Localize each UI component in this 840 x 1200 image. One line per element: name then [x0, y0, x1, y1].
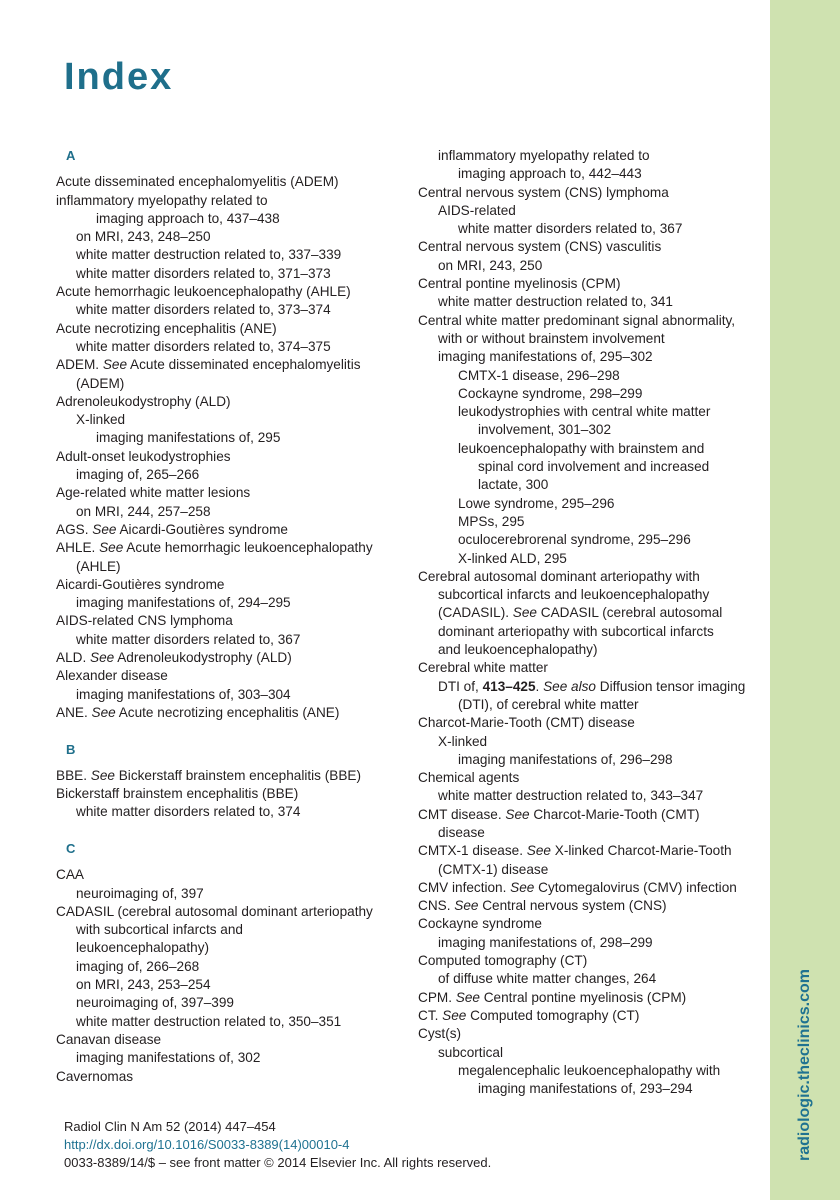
- entry-text: white matter destruction related to, 341: [438, 294, 673, 310]
- index-entry: [56, 393, 396, 411]
- entry-text: leukodystrophies with central white matter: [458, 404, 711, 420]
- entry-text: Aicardi-Goutières syndrome: [56, 576, 225, 592]
- entry-text: Central pontine myelinosis (CPM): [479, 989, 687, 1005]
- entry-text: Charcot-Marie-Tooth (CMT): [529, 806, 700, 822]
- index-entry: [418, 641, 763, 659]
- entry-text: on MRI, 243, 250: [438, 257, 543, 273]
- doi-link[interactable]: http://dx.doi.org/10.1016/S0033-8389(14)00010-4: [64, 1137, 350, 1152]
- index-entry: [418, 989, 763, 1007]
- entry-text: Lowe syndrome, 295–296: [458, 495, 615, 511]
- index-entry: [418, 861, 763, 879]
- index-entry: [56, 210, 396, 228]
- entry-text: involvement, 301–302: [478, 422, 612, 438]
- entry-text: white matter disorders related to, 373–374: [76, 302, 331, 318]
- index-entry: [418, 678, 763, 696]
- entry-text: on MRI, 244, 257–258: [76, 503, 211, 519]
- entry-text: See: [505, 806, 530, 822]
- entry-text: Central nervous system (CNS) vasculitis: [418, 239, 662, 255]
- entry-text: Acute necrotizing encephalitis (ANE): [56, 320, 277, 336]
- entry-text: neuroimaging of, 397–399: [76, 995, 234, 1011]
- entry-text: Cerebral white matter: [418, 660, 548, 676]
- entry-text: Adrenoleukodystrophy (ALD): [114, 650, 292, 666]
- index-entry: [56, 228, 396, 246]
- index-entry: [418, 184, 763, 202]
- index-entry: [418, 824, 763, 842]
- entry-text: and leukoencephalopathy): [438, 642, 598, 658]
- index-entry: [56, 1049, 396, 1067]
- entry-text: 413–425: [482, 678, 536, 694]
- index-entry: [418, 934, 763, 952]
- index-entry: [56, 411, 396, 429]
- index-entry: [56, 576, 396, 594]
- entry-text: white matter destruction related to, 343–347: [438, 788, 704, 804]
- entry-text: subcortical infarcts and leukoencephalopathy: [438, 587, 710, 603]
- entry-text: leukoencephalopathy): [76, 940, 210, 956]
- index-entry: [56, 686, 396, 704]
- entry-text: imaging manifestations of, 296–298: [458, 751, 673, 767]
- index-entry: [56, 594, 396, 612]
- index-entry: [56, 558, 396, 576]
- index-entry: [418, 659, 763, 677]
- entry-text: BBE.: [56, 767, 91, 783]
- entry-text: Aicardi-Goutières syndrome: [116, 521, 288, 537]
- entry-text: white matter disorders related to, 367: [76, 631, 301, 647]
- entry-text: Central nervous system (CNS): [478, 898, 667, 914]
- entry-text: Chemical agents: [418, 770, 520, 786]
- entry-text: megalencephalic leukoencephalopathy with: [458, 1062, 721, 1078]
- entry-text: imaging of, 266–268: [76, 958, 200, 974]
- entry-text: Cytomegalovirus (CMV) infection: [534, 879, 737, 895]
- entry-text: See: [92, 521, 117, 537]
- entry-text: Computed tomography (CT): [466, 1007, 640, 1023]
- entry-text: Acute necrotizing encephalitis (ANE): [115, 704, 340, 720]
- entry-text: See: [455, 989, 480, 1005]
- journal-url[interactable]: radiologic.theclinics.com: [796, 968, 813, 1162]
- entry-text: subcortical: [438, 1044, 503, 1060]
- index-entry: [418, 696, 763, 714]
- entry-text: on MRI, 243, 253–254: [76, 977, 211, 993]
- index-entry: [56, 1013, 396, 1031]
- section-spacer: [56, 722, 396, 740]
- entry-text: disease: [438, 824, 485, 840]
- index-entry: [418, 458, 763, 476]
- index-entry: [56, 767, 396, 785]
- entry-text: AIDS-related: [438, 202, 516, 218]
- entry-text: See: [90, 650, 115, 666]
- entry-text: X-linked: [76, 412, 126, 428]
- index-entry: [56, 903, 396, 921]
- index-entry: [56, 265, 396, 283]
- entry-text: leukoencephalopathy with brainstem and: [458, 440, 705, 456]
- entry-text: imaging approach to, 442–443: [458, 166, 642, 182]
- entry-text: See: [102, 357, 128, 373]
- entry-text: CMT disease.: [418, 806, 506, 822]
- section-spacer: [56, 822, 396, 840]
- index-entry: [56, 631, 396, 649]
- index-entry: [418, 787, 763, 805]
- index-column-right: [418, 147, 763, 1098]
- page-title: Index: [64, 56, 174, 98]
- entry-text: Adult-onset leukodystrophies: [56, 448, 231, 464]
- entry-text: Diffusion tensor imaging: [595, 678, 746, 694]
- index-entry: [56, 939, 396, 957]
- index-entry: [418, 495, 763, 513]
- index-entry: [418, 531, 763, 549]
- entry-text: Cyst(s): [418, 1026, 462, 1042]
- index-entry: [418, 275, 763, 293]
- entry-text: CT.: [418, 1007, 443, 1023]
- entry-text: CADASIL (cerebral autosomal: [536, 605, 723, 621]
- entry-text: imaging approach to, 437–438: [96, 210, 280, 226]
- index-entry: [56, 301, 396, 319]
- section-letter: A: [66, 148, 76, 163]
- entry-text: Central white matter predominant signal abnormality,: [418, 312, 736, 328]
- entry-text: lactate, 300: [478, 477, 549, 493]
- entry-text: (CMTX-1) disease: [438, 861, 549, 877]
- entry-text: Age-related white matter lesions: [56, 485, 251, 501]
- entry-text: ANE.: [56, 704, 92, 720]
- index-entry: [56, 192, 396, 210]
- entry-text: Acute hemorrhagic leukoencephalopathy: [123, 540, 373, 556]
- entry-text: X-linked: [438, 733, 488, 749]
- index-entry: [418, 1025, 763, 1043]
- index-entry: [56, 649, 396, 667]
- entry-text: imaging manifestations of, 303–304: [76, 686, 291, 702]
- index-entry: [418, 220, 763, 238]
- entry-text: with or without brainstem involvement: [438, 330, 665, 346]
- entry-text: AHLE.: [56, 540, 100, 556]
- index-entry: [56, 803, 396, 821]
- entry-text: (DTI), of cerebral white matter: [458, 696, 639, 712]
- index-entry: [418, 348, 763, 366]
- entry-text: imaging of, 265–266: [76, 467, 200, 483]
- entry-text: AIDS-related CNS lymphoma: [56, 613, 233, 629]
- entry-text: white matter disorders related to, 371–373: [76, 265, 331, 281]
- index-entry: [56, 921, 396, 939]
- page-footer: [64, 1118, 491, 1172]
- index-entry: [56, 976, 396, 994]
- entry-text: CADASIL (cerebral autosomal dominant arteriopathy: [56, 903, 373, 919]
- entry-text: See: [442, 1007, 467, 1023]
- entry-text: white matter disorders related to, 374–375: [76, 338, 331, 354]
- index-entry: [56, 785, 396, 803]
- index-entry: [418, 769, 763, 787]
- index-entry: [56, 283, 396, 301]
- index-entry: [56, 173, 396, 191]
- entry-text: X-linked Charcot-Marie-Tooth: [550, 843, 732, 859]
- entry-text: white matter destruction related to, 337–339: [76, 247, 342, 263]
- entry-text: See: [526, 843, 551, 859]
- entry-text: white matter disorders related to, 374: [76, 804, 301, 820]
- index-entry: [56, 958, 396, 976]
- index-entry: [418, 238, 763, 256]
- index-entry: [56, 539, 396, 557]
- entry-text: inflammatory myelopathy related to: [438, 148, 650, 163]
- entry-text: CMV infection.: [418, 879, 511, 895]
- index-entry: [418, 257, 763, 275]
- entry-text: Cockayne syndrome: [418, 916, 542, 932]
- entry-text: (AHLE): [76, 558, 121, 574]
- entry-text: See: [91, 704, 116, 720]
- entry-text: Bickerstaff brainstem encephalitis (BBE): [56, 786, 299, 802]
- index-entry: [418, 1007, 763, 1025]
- index-entry: [56, 356, 396, 374]
- copyright-notice: 0033-8389/14/$ – see front matter © 2014 Elsevier Inc. All rights reserved.: [64, 1155, 492, 1170]
- entry-text: oculocerebrorenal syndrome, 295–296: [458, 532, 691, 548]
- entry-text: .: [535, 678, 544, 694]
- entry-text: imaging manifestations of, 293–294: [478, 1081, 693, 1097]
- entry-text: white matter destruction related to, 350–351: [76, 1013, 342, 1029]
- index-entry: [56, 704, 396, 722]
- index-entry: [56, 246, 396, 264]
- entry-text: See: [90, 767, 115, 783]
- entry-text: Canavan disease: [56, 1031, 162, 1047]
- index-entry: [418, 970, 763, 988]
- entry-text: imaging manifestations of, 295: [96, 430, 281, 446]
- index-entry: [418, 421, 763, 439]
- index-entry: [418, 604, 763, 622]
- entry-text: AGS.: [56, 521, 93, 537]
- index-entry: [418, 806, 763, 824]
- entry-text: See: [512, 605, 537, 621]
- index-entry: [418, 367, 763, 385]
- entry-text: Acute disseminated encephalomyelitis (ADEM): [56, 174, 339, 190]
- entry-text: X-linked ALD, 295: [458, 550, 567, 566]
- entry-text: neuroimaging of, 397: [76, 885, 204, 901]
- entry-text: Cavernomas: [56, 1068, 134, 1084]
- index-entry: [418, 312, 763, 330]
- entry-text: DTI of,: [438, 678, 483, 694]
- entry-text: imaging manifestations of, 298–299: [438, 934, 653, 950]
- entry-text: ADEM.: [56, 357, 103, 373]
- index-entry: [418, 550, 763, 568]
- index-entry: [56, 885, 396, 903]
- entry-text: MPSs, 295: [458, 513, 525, 529]
- index-entry: [56, 1068, 396, 1086]
- entry-text: Acute hemorrhagic leukoencephalopathy (AHLE): [56, 284, 351, 300]
- entry-text: CAA: [56, 867, 84, 883]
- entry-text: Computed tomography (CT): [418, 953, 588, 969]
- entry-text: Charcot-Marie-Tooth (CMT) disease: [418, 715, 635, 731]
- index-entry: [56, 612, 396, 630]
- index-entry: [56, 503, 396, 521]
- index-entry: [56, 994, 396, 1012]
- entry-text: See also: [543, 678, 596, 694]
- index-entry: [418, 330, 763, 348]
- index-entry: [418, 403, 763, 421]
- index-entry: [56, 466, 396, 484]
- entry-text: dominant arteriopathy with subcortical infarcts: [438, 623, 714, 639]
- index-entry: [418, 952, 763, 970]
- entry-text: Cerebral autosomal dominant arteriopathy with: [418, 568, 700, 584]
- index-entry: [56, 866, 396, 884]
- index-entry: [418, 586, 763, 604]
- index-entry: [56, 338, 396, 356]
- index-entry: [56, 521, 396, 539]
- index-entry: [418, 915, 763, 933]
- entry-text: Central nervous system (CNS) lymphoma: [418, 184, 669, 200]
- index-entry: [418, 568, 763, 586]
- index-entry: [418, 1080, 763, 1098]
- entry-text: CMTX-1 disease.: [418, 843, 527, 859]
- index-entry: [418, 476, 763, 494]
- entry-text: inflammatory myelopathy related to: [56, 192, 268, 208]
- entry-text: Cockayne syndrome, 298–299: [458, 385, 643, 401]
- index-entry: [418, 714, 763, 732]
- entry-text: CNS.: [418, 898, 455, 914]
- index-entry: [418, 1044, 763, 1062]
- index-entry: [56, 1031, 396, 1049]
- entry-text: See: [99, 540, 124, 556]
- index-entry: [56, 375, 396, 393]
- index-entry: [418, 1062, 763, 1080]
- entry-text: on MRI, 243, 248–250: [76, 229, 211, 245]
- entry-text: white matter disorders related to, 367: [458, 221, 683, 237]
- entry-text: with subcortical infarcts and: [76, 922, 243, 938]
- index-entry: [418, 165, 763, 183]
- entry-text: Central pontine myelinosis (CPM): [418, 276, 621, 292]
- index-entry: [418, 733, 763, 751]
- entry-text: Adrenoleukodystrophy (ALD): [56, 393, 231, 409]
- index-entry: [418, 751, 763, 769]
- index-entry: [56, 448, 396, 466]
- entry-text: imaging manifestations of, 295–302: [438, 349, 653, 365]
- index-column-left: [56, 147, 396, 1086]
- index-entry: [418, 440, 763, 458]
- entry-text: spinal cord involvement and increased: [478, 459, 710, 475]
- index-entry: [418, 842, 763, 860]
- entry-text: of diffuse white matter changes, 264: [438, 971, 657, 987]
- index-entry: [418, 897, 763, 915]
- entry-text: Acute disseminated encephalomyelitis: [127, 357, 361, 373]
- entry-text: Bickerstaff brainstem encephalitis (BBE): [114, 767, 362, 783]
- entry-text: ALD.: [56, 650, 90, 666]
- citation: Radiol Clin N Am 52 (2014) 447–454: [64, 1119, 276, 1134]
- index-entry: [418, 513, 763, 531]
- section-letter: C: [66, 840, 76, 856]
- entry-text: imaging manifestations of, 302: [76, 1050, 261, 1066]
- index-entry: [56, 667, 396, 685]
- section-letter: B: [66, 741, 76, 757]
- entry-text: Alexander disease: [56, 668, 168, 684]
- entry-text: See: [454, 898, 479, 914]
- entry-text: (CADASIL).: [438, 605, 513, 621]
- index-entry: [418, 623, 763, 641]
- index-entry: [56, 429, 396, 447]
- entry-text: See: [510, 879, 535, 895]
- index-entry: [418, 147, 763, 165]
- index-entry: [418, 879, 763, 897]
- index-entry: [56, 484, 396, 502]
- entry-text: CMTX-1 disease, 296–298: [458, 367, 620, 383]
- index-entry: [418, 293, 763, 311]
- entry-text: imaging manifestations of, 294–295: [76, 595, 291, 611]
- entry-text: CPM.: [418, 989, 456, 1005]
- index-entry: [56, 320, 396, 338]
- entry-text: (ADEM): [76, 375, 125, 391]
- index-entry: [418, 385, 763, 403]
- index-entry: [418, 202, 763, 220]
